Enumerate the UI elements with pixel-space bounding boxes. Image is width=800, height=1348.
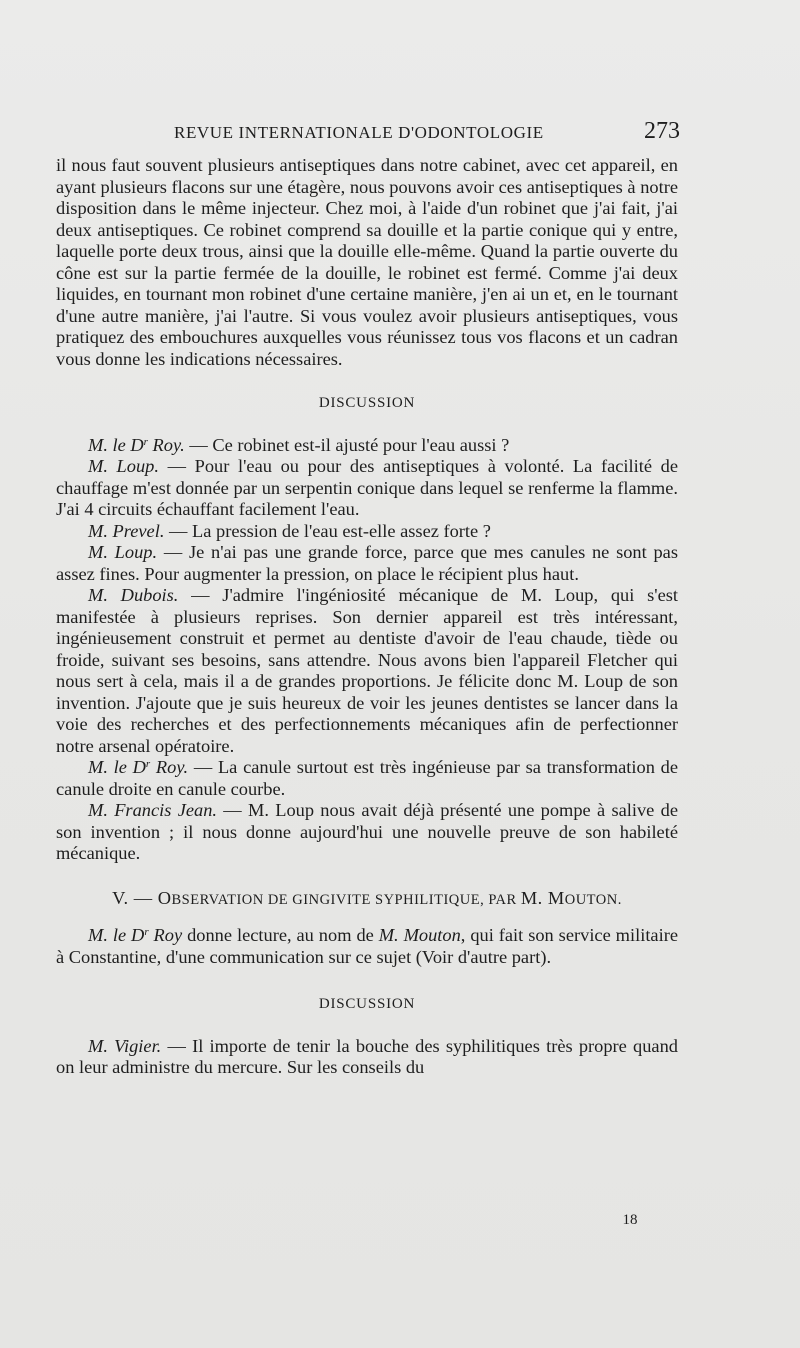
speaker-name: M. le $D^r$ Roy: [88, 925, 183, 945]
discussion-entry: [56, 757, 678, 800]
page-number: 273: [644, 118, 680, 144]
speaker-name: M. Vigier.: [88, 1035, 162, 1056]
section-paragraph: M. le $D^r$ Roy donne lecture, au nom de M. Mouton, qui fait son service militaire à Constantine, d'une communication sur ce sujet (Voir d'autre part).: [56, 925, 678, 967]
speaker-name: M. Francis Jean.: [88, 800, 218, 820]
discussion-entry: [56, 521, 678, 543]
discussion-entry: [56, 1036, 678, 1079]
entry-text: — M. Loup nous avait déjà présenté une pompe à salive de son invention ; il nous donne aujourd'hui une nouvelle preuve de son habileté mécanique.: [56, 800, 678, 863]
discussion-entry: [56, 456, 678, 521]
discussion-entry: [56, 435, 678, 457]
speaker-name: M. Dubois.: [88, 585, 179, 605]
running-head: REVUE INTERNATIONALE D'ODONTOLOGIE: [174, 123, 544, 142]
discussion-label: DISCUSSION: [318, 996, 416, 1012]
author-name: M. Mouton: [378, 925, 461, 945]
speaker-name: M. le $D^r$ Roy.: [88, 434, 185, 455]
body-text: [56, 155, 678, 1079]
discussion-entry: [56, 585, 678, 757]
page-header: [174, 118, 680, 146]
discussion-label: DISCUSSION: [318, 395, 416, 411]
speaker-name: M. Loup.: [88, 456, 159, 476]
discussion-entry: [56, 542, 678, 585]
entry-text: — La canule surtout est très ingénieuse par sa transformation de canule droite en canule courbe.: [56, 757, 678, 799]
speaker-name: M. le $D^r$ Roy.: [88, 757, 189, 777]
paragraph: il nous faut souvent plusieurs antiseptiques dans notre cabinet, avec cet appareil, en ayant plusieurs flacons sur une étagère, nous pouvons avoir ces antiseptiques à notre disposition dans le même injecteur. Chez moi, à l'aide d'un robinet que j'ai fait, j'ai deux antiseptiques. Ce robinet comprend sa douille et la partie conique qui y entre, laquelle porte deux trous, ainsi que la douille elle-même. Quand la partie ouverte du cône est sur la partie fermée de la douille, le robinet est fermé. Comme j'ai deux liquides, en tournant mon robinet d'une certaine manière, j'en ai un et, en le tournant d'une autre manière, j'ai l'autre. Si vous voulez avoir plusieurs antiseptiques, vous pratiquez des embouchures auxquelles vous réunissez tous vos flacons et un cadran vous donne les indications nécessaires.: [56, 155, 678, 369]
entry-text: — J'admire l'ingéniosité mécanique de M. Loup, qui s'est manifestée à plusieurs reprises. Son dernier appareil est très intéressant, ingénieusement construit et permet au dentiste d'avoir de l'eau chaude, tiède ou froide, suivant ses besoins, sans attendre. Nous avons bien l'appareil Fletcher qui nous sert à cela, mais il a de grandes proportions. Je félicite donc M. Loup de son invention. J'ajoute que je suis heureux de voir les jeunes dentistes se lancer dans la voie des recherches et des perfectionnements mécaniques afin de perfectionner notre arsenal opératoire.: [56, 585, 678, 756]
section-heading: V. — OBSERVATION DE GINGIVITE SYPHILITIQUE, PAR M. MOUTON.: [112, 887, 622, 908]
entry-text: — Je n'ai pas une grande force, parce que mes canules ne sont pas assez fines. Pour augmenter la pression, on place le récipient plus haut.: [56, 542, 678, 584]
entry-text: — Ce robinet est-il ajusté pour l'eau aussi ?: [184, 434, 510, 455]
entry-text: — Il importe de tenir la bouche des syphilitiques très propre quand on leur administre du mercure. Sur les conseils du: [56, 1035, 678, 1077]
speaker-name: M. Loup.: [88, 542, 158, 562]
entry-text: — La pression de l'eau est-elle assez forte ?: [164, 520, 491, 541]
signature-mark: 18: [622, 1212, 638, 1228]
entry-text: — Pour l'eau ou pour des antiseptiques à volonté. La facilité de chauffage m'est donnée par un serpentin conique dans lequel se renferme la flamme. J'ai 4 circuits échauffant facilement l'eau.: [56, 456, 678, 519]
speaker-name: M. Prevel.: [88, 520, 165, 541]
discussion-entry: [56, 800, 678, 865]
